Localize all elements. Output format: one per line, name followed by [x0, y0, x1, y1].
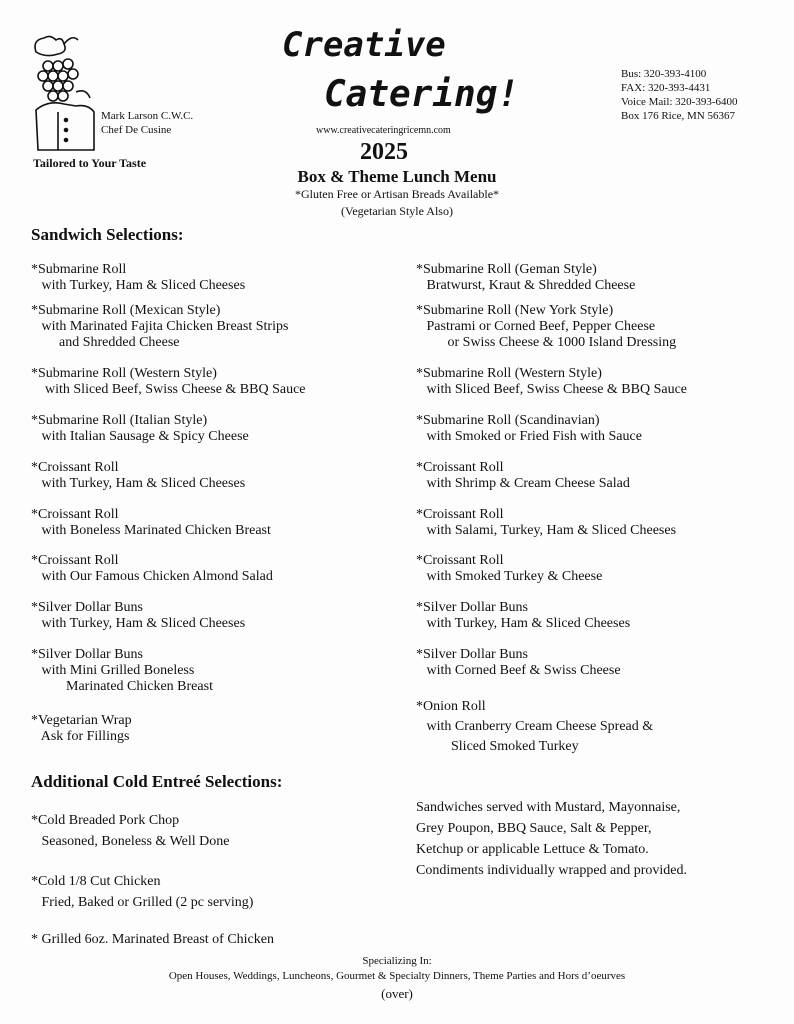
menu-item [31, 262, 245, 294]
menu-item [416, 507, 676, 539]
item-name: *Croissant Roll [416, 460, 504, 475]
item-desc: with Sliced Beef, Swiss Cheese & BBQ Sauce [416, 382, 688, 397]
item-desc: and Shredded Cheese [31, 335, 180, 350]
menu-item [31, 600, 245, 632]
item-name: *Submarine Roll (Western Style) [416, 366, 602, 381]
phone-business: Bus: 320-393-4100 [621, 68, 707, 80]
item-desc: Fried, Baked or Grilled (2 pc serving) [31, 895, 254, 910]
chef-logo-image [28, 32, 103, 152]
item-desc: Pastrami or Corned Beef, Pepper Cheese [416, 319, 656, 334]
item-name: * Grilled 6oz. Marinated Breast of Chicken [31, 932, 274, 947]
item-name: *Cold Breaded Pork Chop [31, 813, 180, 828]
item-name: *Submarine Roll (Western Style) [31, 366, 217, 381]
item-desc: with Turkey, Ham & Sliced Cheeses [31, 278, 246, 293]
entree-heading: Additional Cold Entreé Selections: [31, 772, 283, 791]
item-desc: with Marinated Fajita Chicken Breast Strips [31, 319, 289, 334]
sandwich-heading: Sandwich Selections: [31, 225, 184, 244]
menu-item [416, 460, 630, 492]
item-name: *Submarine Roll (Scandinavian) [416, 413, 600, 428]
item-desc: with Boneless Marinated Chicken Breast [31, 523, 271, 538]
voice-mail: Voice Mail: 320-393-6400 [621, 96, 738, 108]
menu-item [31, 647, 213, 695]
item-desc: with Our Famous Chicken Almond Salad [31, 569, 273, 584]
menu-item [416, 366, 687, 398]
menu-item [31, 413, 249, 445]
item-name: *Croissant Roll [416, 553, 504, 568]
menu-item [416, 647, 621, 679]
brand-line-1: Creative [282, 25, 446, 65]
menu-item [31, 507, 271, 539]
item-name: *Croissant Roll [31, 507, 119, 522]
item-name: *Submarine Roll (Mexican Style) [31, 303, 221, 318]
item-desc: Bratwurst, Kraut & Shredded Cheese [416, 278, 636, 293]
item-name: *Submarine Roll (Geman Style) [416, 262, 597, 277]
entree-item [31, 932, 274, 948]
vegetarian-note: (Vegetarian Style Also) [341, 204, 453, 218]
item-desc: Sliced Smoked Turkey [416, 739, 579, 754]
entree-item [31, 871, 253, 913]
menu-item [31, 303, 288, 351]
item-desc: Seasoned, Boneless & Well Done [31, 834, 230, 849]
website-url[interactable]: www.creativecateringricemn.com [316, 125, 451, 136]
fax-number: FAX: 320-393-4431 [621, 82, 711, 94]
item-desc: Marinated Chicken Breast [31, 679, 213, 694]
mailing-address: Box 176 Rice, MN 56367 [621, 110, 735, 122]
entree-item [31, 810, 229, 852]
tagline: Tailored to Your Taste [33, 156, 147, 170]
condiments-line: Grey Poupon, BBQ Sauce, Salt & Pepper, [416, 821, 652, 836]
gluten-free-note: *Gluten Free or Artisan Breads Available* [294, 187, 500, 201]
item-name: *Silver Dollar Buns [416, 600, 528, 615]
item-name: *Silver Dollar Buns [416, 647, 528, 662]
chef-name: Mark Larson C.W.C. [101, 110, 194, 122]
item-name: *Submarine Roll (New York Style) [416, 303, 614, 318]
chef-credentials [101, 109, 193, 137]
contact-info [621, 67, 738, 123]
item-desc: with Turkey, Ham & Sliced Cheeses [416, 616, 631, 631]
chef-title: Chef De Cusine [101, 124, 172, 136]
item-name: *Cold 1/8 Cut Chicken [31, 874, 161, 889]
item-name: *Croissant Roll [31, 553, 119, 568]
brand-line-2: Catering! [324, 74, 520, 114]
item-desc: with Sliced Beef, Swiss Cheese & BBQ Sauce [31, 382, 306, 397]
menu-item [416, 262, 635, 294]
menu-item [31, 553, 273, 585]
item-desc: with Cranberry Cream Cheese Spread & [416, 719, 654, 734]
menu-item [416, 600, 630, 632]
item-desc: with Smoked Turkey & Cheese [416, 569, 603, 584]
menu-item [31, 366, 306, 398]
menu-item [416, 553, 602, 585]
item-desc: Ask for Fillings [31, 729, 130, 744]
item-name: *Silver Dollar Buns [31, 647, 143, 662]
item-desc: with Mini Grilled Boneless [31, 663, 195, 678]
item-name: *Onion Roll [416, 699, 486, 714]
item-name: *Submarine Roll [31, 262, 127, 277]
menu-item [31, 713, 132, 745]
page-title: Box & Theme Lunch Menu [297, 167, 497, 186]
condiments-line: Sandwiches served with Mustard, Mayonnaise, [416, 800, 681, 815]
item-desc: with Smoked or Fried Fish with Sauce [416, 429, 642, 444]
menu-item [416, 697, 653, 757]
item-desc: or Swiss Cheese & 1000 Island Dressing [416, 335, 677, 350]
brand-logo [280, 22, 520, 114]
item-desc: with Italian Sausage & Spicy Cheese [31, 429, 249, 444]
item-desc: with Turkey, Ham & Sliced Cheeses [31, 616, 246, 631]
item-desc: with Shrimp & Cream Cheese Salad [416, 476, 630, 491]
item-name: *Submarine Roll (Italian Style) [31, 413, 208, 428]
services-list: Open Houses, Weddings, Luncheons, Gourmet & Specialty Dinners, Theme Parties and Hors d’oeurves [168, 970, 626, 982]
condiments-line: Ketchup or applicable Lettuce & Tomato. [416, 842, 649, 857]
item-desc: with Salami, Turkey, Ham & Sliced Cheeses [416, 523, 677, 538]
menu-item [416, 413, 642, 445]
item-name: *Croissant Roll [416, 507, 504, 522]
condiments-line: Condiments individually wrapped and provided. [416, 863, 688, 878]
specializing-label: Specializing In: [362, 955, 432, 967]
condiments-note [416, 797, 687, 881]
item-name: *Silver Dollar Buns [31, 600, 143, 615]
item-desc: with Turkey, Ham & Sliced Cheeses [31, 476, 246, 491]
menu-year: 2025 [360, 139, 408, 165]
item-name: *Vegetarian Wrap [31, 713, 132, 728]
item-name: *Croissant Roll [31, 460, 119, 475]
item-desc: with Corned Beef & Swiss Cheese [416, 663, 621, 678]
page-over-note: (over) [381, 986, 413, 1001]
menu-item [31, 460, 245, 492]
menu-item [416, 303, 676, 351]
